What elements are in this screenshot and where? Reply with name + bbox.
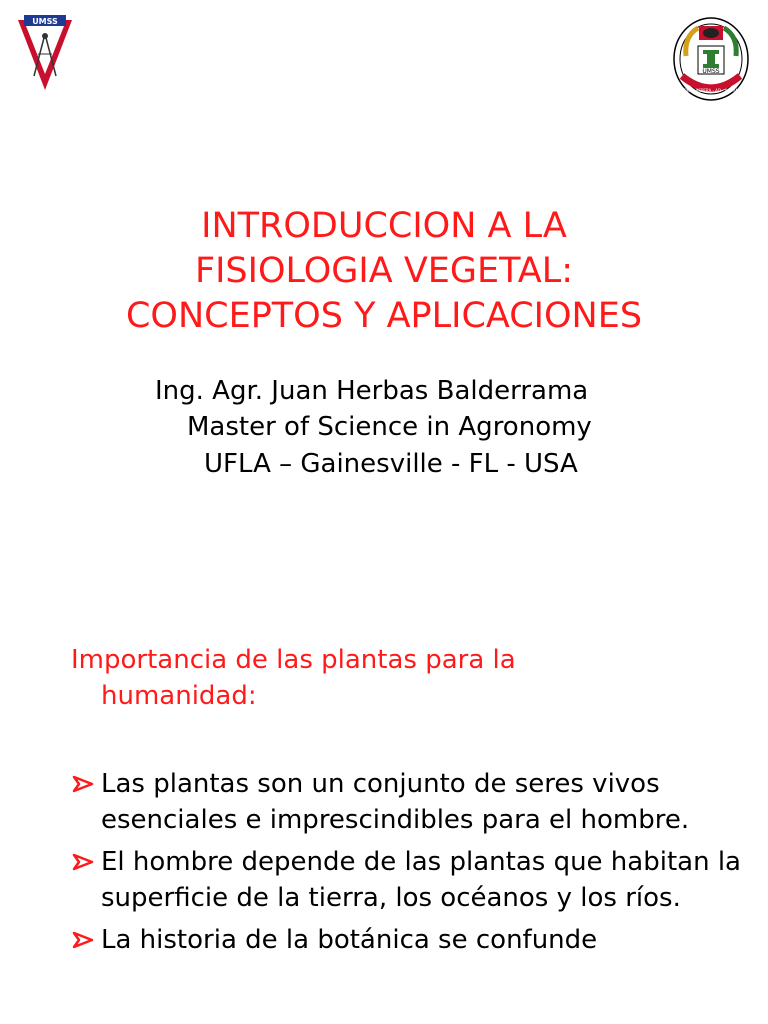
author-institution: UFLA – Gainesville - FL - USA (204, 449, 578, 479)
faculty-seal-motto: PER · ASPERA · AD · ASTRA (684, 88, 738, 93)
bullet-list (72, 766, 762, 964)
arrow-bullet-icon (72, 775, 94, 793)
heading-line-1: Importancia de las plantas para la (71, 645, 516, 675)
list-item (72, 844, 762, 916)
author-degree: Master of Science in Agronomy (187, 412, 592, 442)
section-heading (71, 642, 731, 714)
faculty-seal-logo (672, 16, 750, 102)
content-slide (0, 576, 768, 1024)
faculty-seal-text: UMSS (702, 68, 720, 75)
title-line-1: INTRODUCCION A LA (201, 206, 567, 246)
arrow-bullet-icon (72, 931, 94, 949)
umss-logo (16, 14, 74, 92)
slide-title (0, 204, 768, 339)
author-name: Ing. Agr. Juan Herbas Balderrama (155, 376, 589, 406)
title-line-3: CONCEPTOS Y APLICACIONES (125, 296, 643, 336)
bullet-text: La historia de la botánica se confunde (101, 925, 598, 955)
bullet-text: Las plantas son un conjunto de seres vivos esenciales e imprescindibles para el hombre. (101, 769, 690, 835)
title-line-2: FISIOLOGIA VEGETAL: (194, 251, 574, 291)
heading-line-2: humanidad: (101, 681, 257, 711)
bullet-text: El hombre depende de las plantas que habitan la superficie de la tierra, los océanos y los ríos. (101, 847, 741, 913)
arrow-bullet-icon (72, 853, 94, 871)
umss-logo-text: UMSS (32, 17, 58, 26)
list-item (72, 766, 762, 838)
list-item (72, 922, 762, 958)
